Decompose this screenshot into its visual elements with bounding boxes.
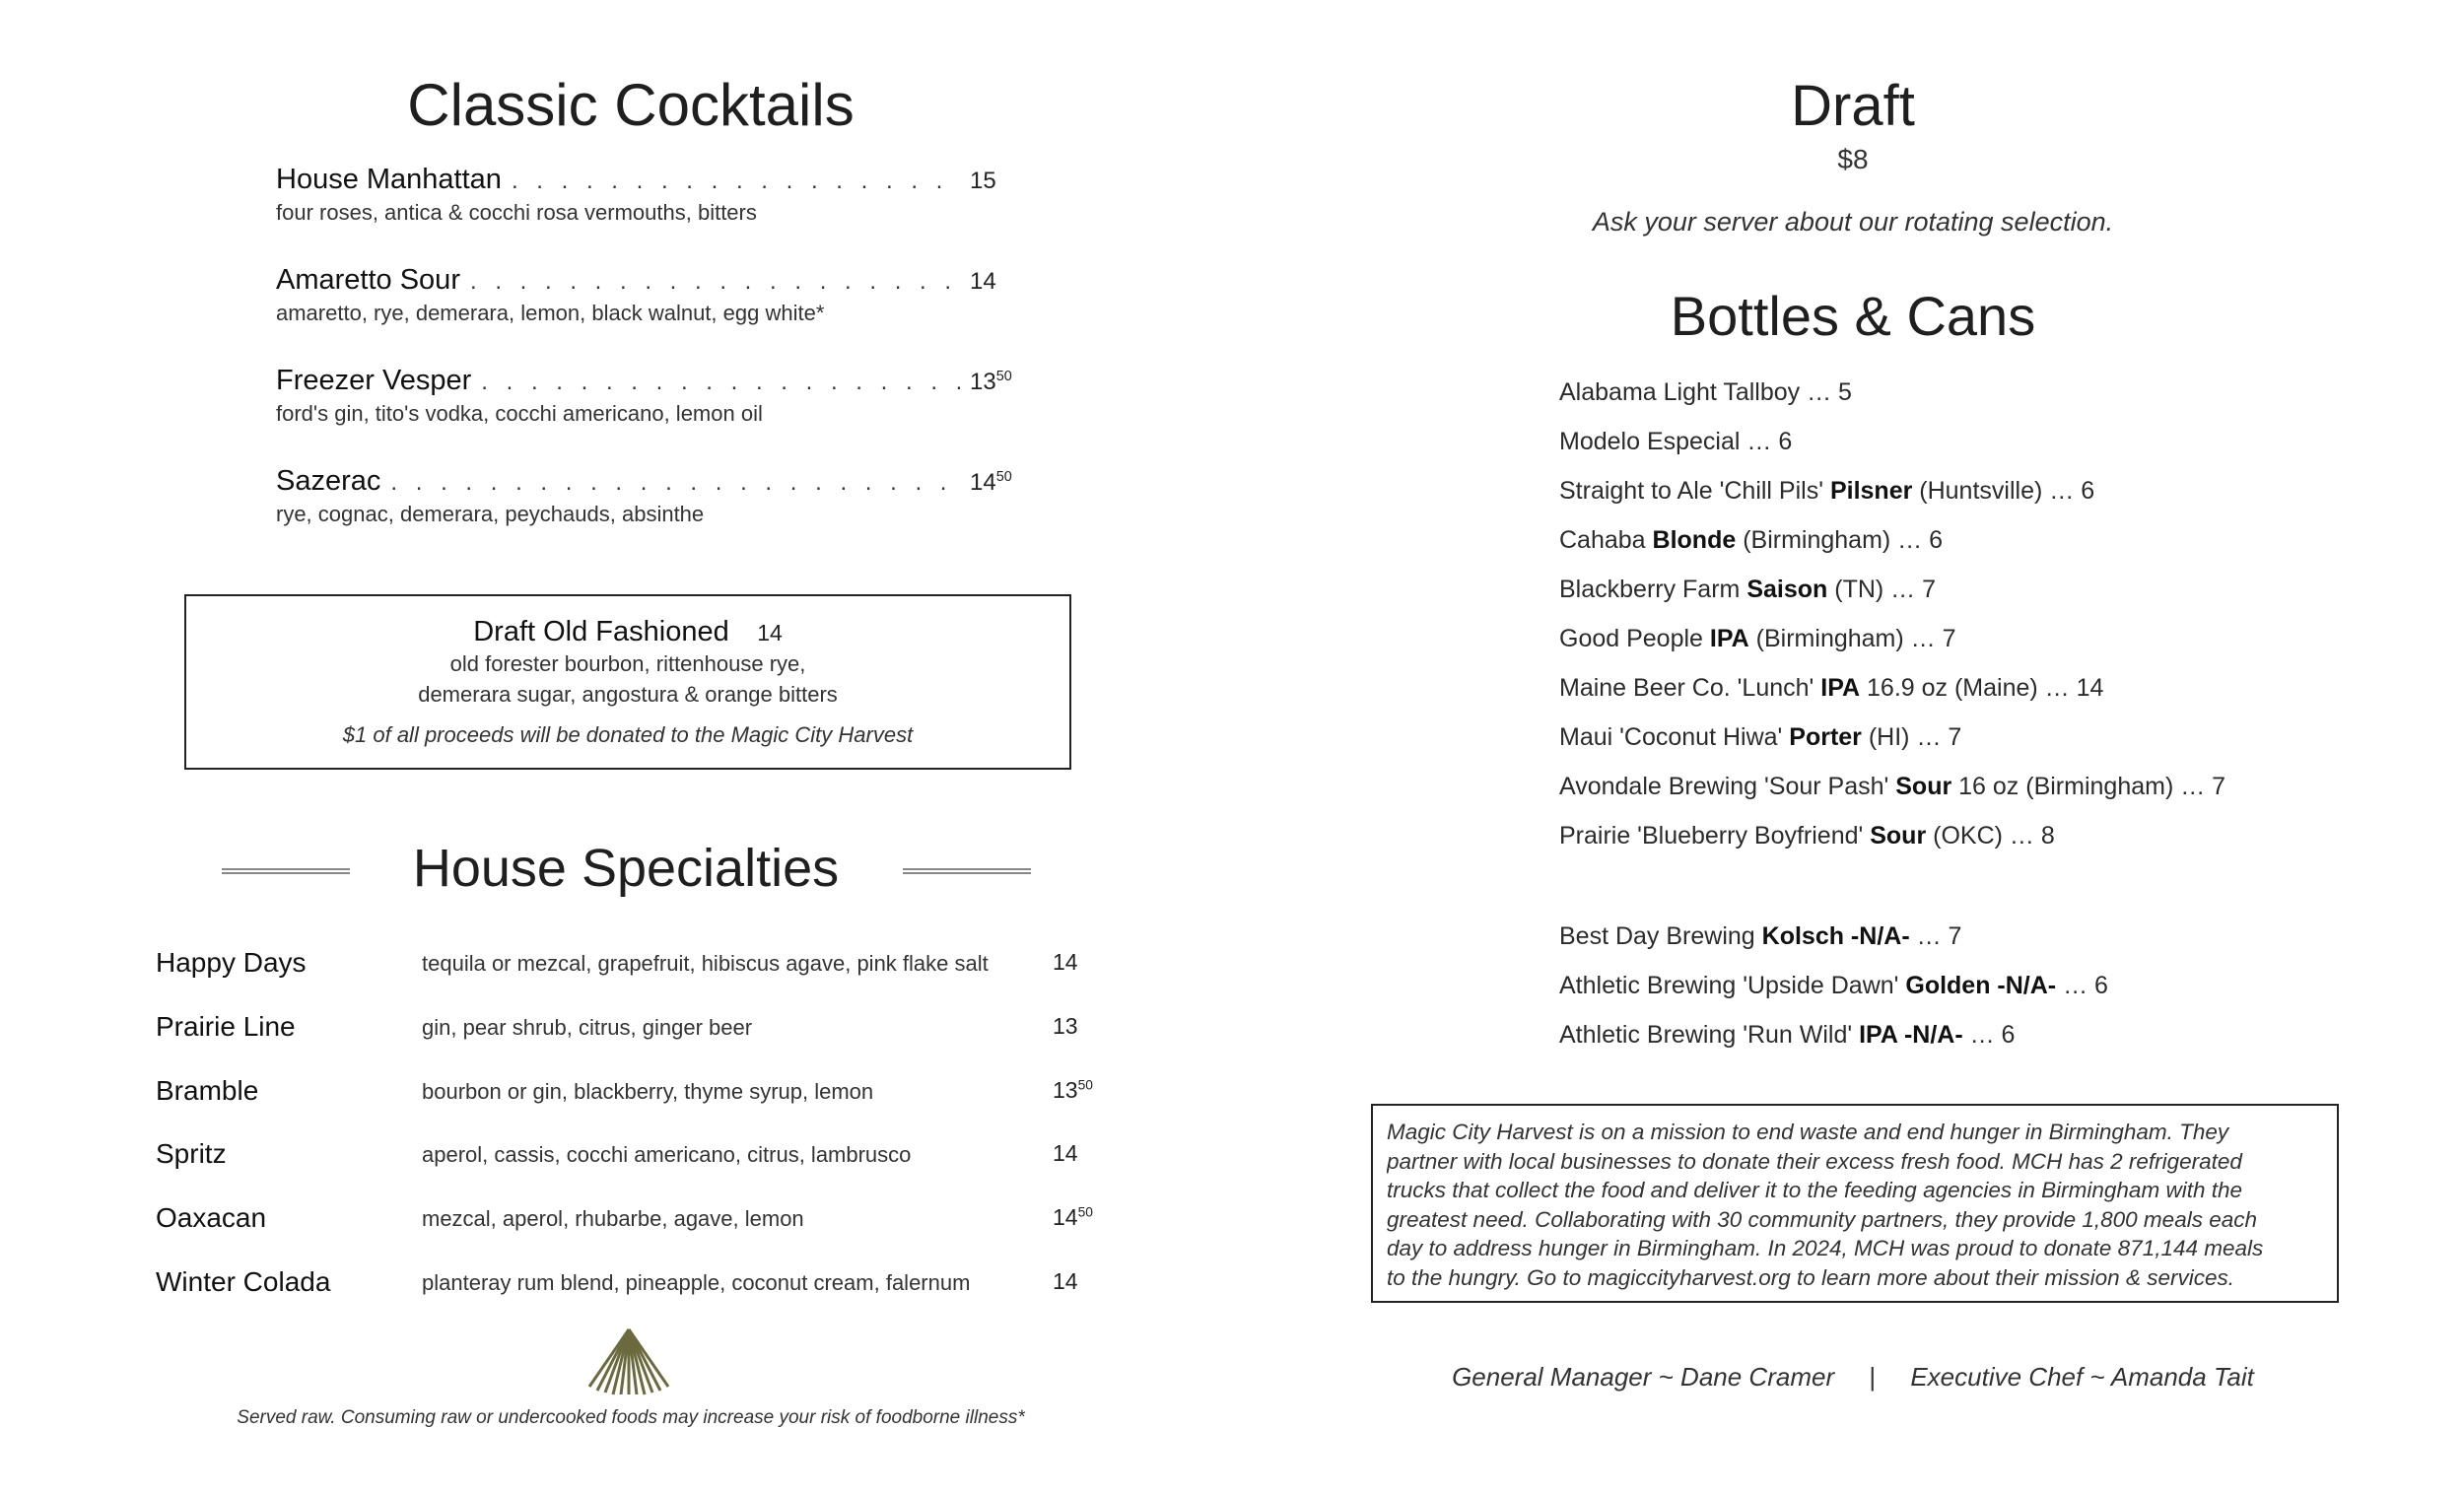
list-item: Blackberry Farm Saison (TN) … 7 — [1559, 576, 1937, 603]
item-description: amaretto, rye, demerara, lemon, black walnut, egg white* — [276, 301, 825, 325]
menu-item — [276, 465, 1025, 527]
specialty-name: Spritz — [156, 1138, 227, 1169]
list-item — [156, 1138, 1122, 1178]
specialty-description: tequila or mezcal, grapefruit, hibiscus agave, pink flake salt — [422, 951, 989, 976]
list-item — [156, 1011, 1122, 1051]
harvest-text: trucks that collect the food and deliver it to the feeding agencies in Birmingham with the — [1387, 1178, 2242, 1202]
menu-item — [276, 264, 1025, 326]
item-price: $14^{50}$ — [970, 469, 1012, 496]
draft-title: Draft — [1791, 74, 1915, 138]
draft-note: Ask your server about our rotating selection. — [1592, 207, 2114, 237]
dot-leader — [481, 369, 960, 396]
bottles-cans-title: Bottles & Cans — [1670, 285, 2036, 347]
specialty-name: Bramble — [156, 1075, 259, 1106]
specialty-price: 14 — [1053, 1268, 1078, 1294]
specialty-name: Winter Colada — [156, 1266, 331, 1297]
specialty-description: mezcal, aperol, rhubarbe, agave, lemon — [422, 1206, 804, 1231]
specialty-price: 13 — [1053, 1013, 1078, 1039]
harvest-info-box — [1371, 1104, 2339, 1303]
menu-item — [276, 164, 1025, 226]
item-name: House Manhattan — [276, 164, 502, 195]
specialty-description: planteray rum blend, pineapple, coconut cream, falernum — [422, 1270, 971, 1295]
featured-description: demerara sugar, angostura & orange bitters — [418, 682, 838, 707]
general-manager: General Manager ~ Dane Cramer — [1452, 1362, 1835, 1392]
list-item: Prairie 'Blueberry Boyfriend' Sour (OKC) … 8 — [1559, 822, 2055, 850]
featured-description: old forester bourbon, rittenhouse rye, — [449, 651, 806, 676]
donation-note: $1 of all proceeds will be donated to the Magic City Harvest — [342, 722, 914, 747]
item-description: four roses, antica & cocchi rosa vermouths, bitters — [276, 200, 757, 225]
specialty-price: $13^{50}$ — [1053, 1077, 1093, 1103]
list-item: Maine Beer Co. 'Lunch' IPA 16.9 oz (Maine) … 14 — [1559, 674, 2104, 702]
harvest-text: partner with local businesses to donate their excess fresh food. MCH has 2 refrigerated — [1387, 1148, 2242, 1174]
house-specialties-title: House Specialties — [412, 839, 840, 898]
harvest-text: day to address hunger in Birmingham. In 2024, MCH was proud to donate 871,144 meals — [1387, 1236, 2264, 1260]
list-item: Straight to Ale 'Chill Pils' Pilsner (Huntsville) … 6 — [1559, 477, 2095, 505]
dot-leader — [390, 469, 960, 497]
dot-leader — [470, 268, 960, 296]
list-item — [156, 1075, 1122, 1115]
specialty-price: 14 — [1053, 1140, 1078, 1166]
item-name: Freezer Vesper — [276, 365, 472, 396]
item-price: $13^{50}$ — [970, 369, 1012, 395]
featured-cocktail-box — [184, 594, 1071, 770]
raw-food-disclaimer: Served raw. Consuming raw or undercooked foods may increase your risk of foodborne illness* — [237, 1407, 1025, 1428]
specialty-description: bourbon or gin, blackberry, thyme syrup, lemon — [422, 1079, 874, 1104]
list-item: Avondale Brewing 'Sour Pash' Sour 16 oz (Birmingham) … 7 — [1559, 773, 2226, 800]
item-name: Sazerac — [276, 465, 381, 497]
item-price: 14 — [970, 268, 996, 295]
dot-leader — [512, 168, 960, 195]
harvest-text: to the hungry. Go to magiccityharvest.org to learn more about their mission & services. — [1387, 1264, 2234, 1290]
featured-name: Draft Old Fashioned — [473, 616, 729, 647]
specialty-description: gin, pear shrub, citrus, ginger beer — [422, 1015, 753, 1040]
featured-price: 14 — [757, 620, 783, 646]
list-item: Alabama Light Tallboy … 5 — [1559, 378, 1852, 406]
list-item: Athletic Brewing 'Run Wild' IPA -N/A- … 6 — [1559, 1021, 2016, 1049]
draft-price: $8 — [1837, 144, 1869, 174]
specialty-price: 14 — [1053, 949, 1078, 975]
classic-cocktails-title: Classic Cocktails — [407, 72, 855, 138]
list-item: Maui 'Coconut Hiwa' Porter (HI) … 7 — [1559, 723, 1962, 751]
specialty-description: aperol, cassis, cocchi americano, citrus, lambrusco — [422, 1142, 912, 1167]
menu-item — [276, 365, 1025, 427]
decorative-rule — [222, 868, 350, 874]
list-item — [156, 947, 1122, 986]
item-price: 15 — [970, 168, 996, 194]
list-item: Best Day Brewing Kolsch -N/A- … 7 — [1559, 922, 1962, 950]
item-description: rye, cognac, demerara, peychauds, absinthe — [276, 502, 705, 526]
specialty-price: $14^{50}$ — [1053, 1204, 1093, 1230]
specialty-name: Oaxacan — [156, 1202, 267, 1233]
list-item: Good People IPA (Birmingham) … 7 — [1559, 625, 1956, 652]
wheat-logo-icon — [582, 1326, 676, 1396]
list-item: Modelo Especial … 6 — [1559, 428, 1793, 455]
harvest-text: Magic City Harvest is on a mission to end waste and end hunger in Birmingham. They — [1387, 1120, 2229, 1144]
list-item: Cahaba Blonde (Birmingham) … 6 — [1559, 526, 1944, 554]
credits-separator: | — [1869, 1362, 1877, 1392]
staff-credits — [1360, 1362, 2346, 1393]
list-item: Athletic Brewing 'Upside Dawn' Golden -N/A- … 6 — [1559, 972, 2108, 999]
harvest-text: greatest need. Collaborating with 30 community partners, they provide 1,800 meals each — [1387, 1206, 2257, 1232]
item-name: Amaretto Sour — [276, 264, 460, 296]
executive-chef: Executive Chef ~ Amanda Tait — [1910, 1362, 2254, 1392]
item-description: ford's gin, tito's vodka, cocchi americano, lemon oil — [276, 401, 763, 426]
decorative-rule — [903, 868, 1031, 874]
specialty-name: Happy Days — [156, 947, 307, 978]
list-item — [156, 1266, 1122, 1306]
list-item — [156, 1202, 1122, 1242]
specialty-name: Prairie Line — [156, 1011, 296, 1042]
